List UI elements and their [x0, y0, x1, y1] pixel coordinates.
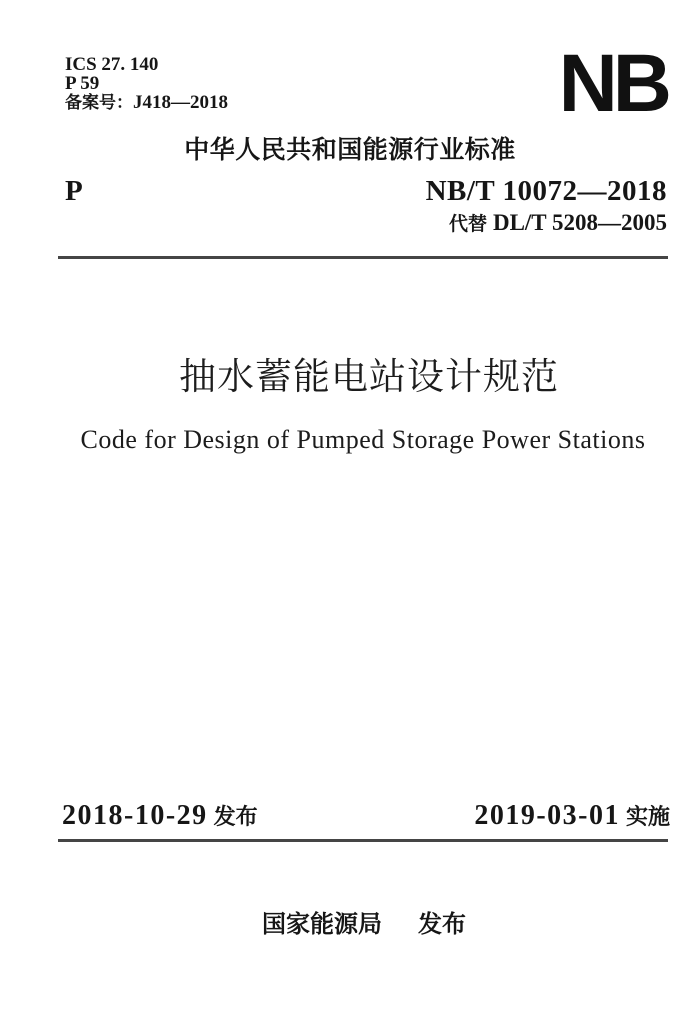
- standard-category-heading: 中华人民共和国能源行业标准: [184, 136, 516, 164]
- standard-number: NB/T 10072—2018: [425, 175, 667, 207]
- issue-date-label: 发布: [213, 804, 258, 829]
- replaces-label: 代替: [448, 214, 487, 235]
- bottom-divider-line: [58, 839, 668, 842]
- title-chinese: 抽水蓄能电站设计规范: [179, 357, 559, 398]
- implement-date-label: 实施: [625, 804, 670, 829]
- issue-date: 2018-10-29: [62, 800, 208, 831]
- classification-code: P 59: [65, 73, 100, 94]
- dates-row: [62, 800, 670, 831]
- publisher-name: 国家能源局: [262, 911, 382, 938]
- ics-code: ICS 27. 140: [65, 54, 159, 75]
- record-number: J418—2018: [133, 92, 228, 113]
- implement-date-line: [474, 800, 670, 831]
- replaces-row: [449, 210, 667, 236]
- record-number-line: [65, 93, 228, 112]
- class-letter: P: [65, 175, 83, 207]
- publisher-action-label: 发布: [418, 911, 466, 938]
- replaces-number: DL/T 5208—2005: [492, 210, 667, 235]
- title-english: Code for Design of Pumped Storage Power Stations: [80, 425, 646, 454]
- publisher-row: [14, 912, 700, 938]
- issue-date-line: [62, 800, 258, 831]
- record-number-label: 备案号：: [65, 93, 133, 112]
- standard-number-row: [65, 177, 667, 206]
- nb-logo: NB: [558, 38, 667, 129]
- top-divider-line: [58, 256, 668, 259]
- implement-date: 2019-03-01: [474, 800, 620, 831]
- meta-block: [65, 55, 228, 112]
